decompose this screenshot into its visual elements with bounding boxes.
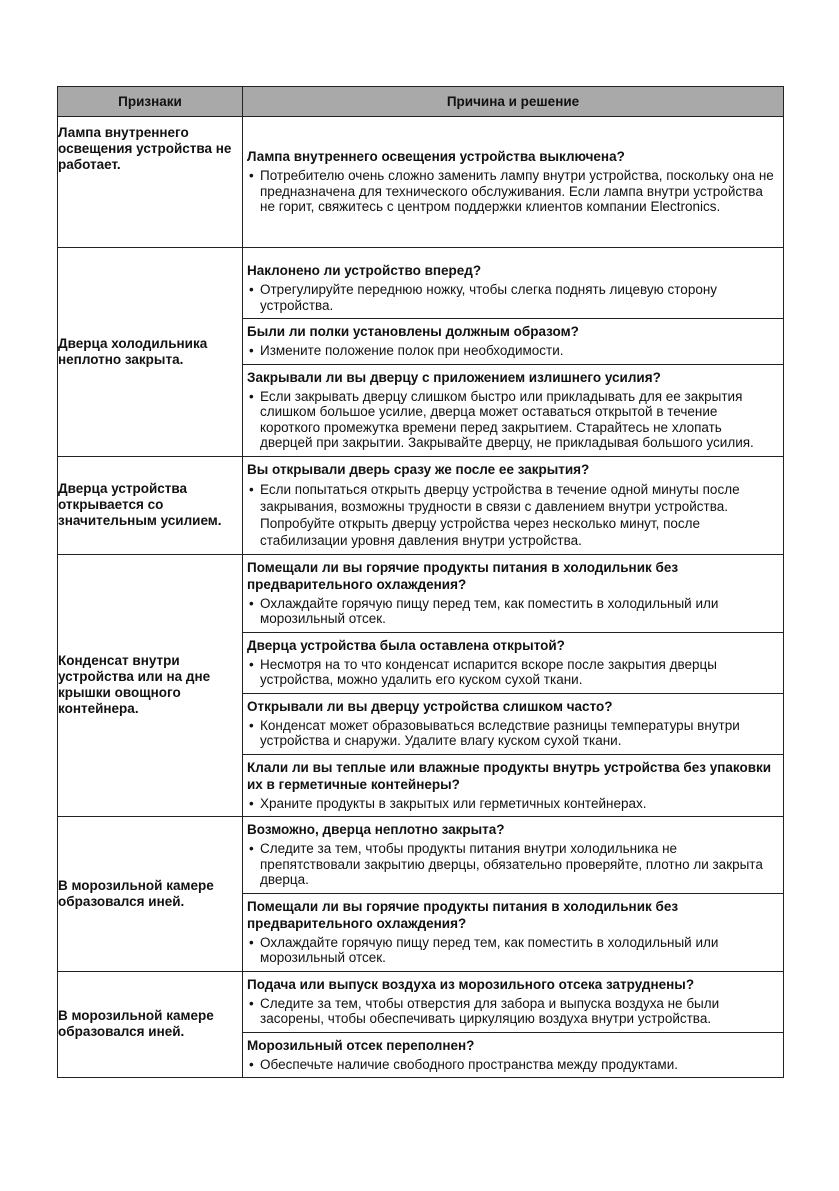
bullet-icon: • [249, 595, 254, 611]
cause-block [243, 144, 783, 220]
cause-question: Вы открывали дверь сразу же после ее закрытия? [247, 461, 590, 477]
table-row [58, 554, 784, 817]
cause-block [243, 457, 783, 554]
bullet-icon: • [249, 717, 254, 733]
bullet-icon: • [249, 795, 254, 811]
symptom-cell: В морозильной камере образовался иней. [58, 971, 243, 1078]
cause-question: Дверца устройства была оставлена открытой? [247, 637, 565, 653]
cause-question: Открывали ли вы дверцу устройства слишком часто? [247, 698, 613, 714]
cause-question: Были ли полки установлены должным образом? [247, 324, 579, 339]
cause-block [243, 694, 783, 755]
symptom-cell: Лампа внутреннего освещения устройства не работает. [58, 117, 243, 248]
cause-block [243, 633, 783, 694]
cause-block [243, 817, 783, 894]
solution-text: • Обеспечьте наличие свободного пространства между продуктами. [249, 1056, 678, 1072]
bullet-icon: • [249, 841, 254, 856]
symptom-cell: Дверца устройства открывается со значительным усилием. [58, 456, 243, 554]
solution-text: • Следите за тем, чтобы отверстия для забора и выпуска воздуха не были засорены, чтобы обеспечивать циркуляцию воздуха внутри устройства. [249, 995, 720, 1026]
solution-text: • Потребителю очень сложно заменить лампу внутри устройства, поскольку она не предназначена для технического обслуживания. Если лампа внутри устройства не горит, свяжитесь с центром поддержки клиентов компании Electronics. [249, 168, 774, 215]
cause-block [243, 555, 783, 633]
cause-question: Лампа внутреннего освещения устройства выключена? [247, 149, 625, 165]
table-row [58, 817, 784, 972]
cause-question: Помещали ли вы горячие продукты питания в холодильник без предварительного охлаждения? [247, 559, 679, 592]
table-row [58, 456, 784, 554]
symptom-cell: Конденсат внутри устройства или на дне крышки овощного контейнера. [58, 554, 243, 817]
cause-question: Подача или выпуск воздуха из морозильного отсека затруднены? [247, 976, 695, 992]
cause-question: Наклонено ли устройство вперед? [247, 263, 482, 278]
cause-question: Закрывали ли вы дверцу с приложением излишнего усилия? [247, 369, 661, 385]
cause-question: Возможно, дверца неплотно закрыта? [247, 822, 505, 837]
bullet-icon: • [249, 656, 254, 672]
cause-block [243, 894, 783, 971]
cause-cell [243, 248, 784, 457]
bullet-icon: • [249, 481, 254, 497]
cause-question: Помещали ли вы горячие продукты питания в холодильник без предварительного охлаждения? [247, 898, 679, 931]
cause-cell [243, 817, 784, 972]
troubleshooting-table [57, 86, 784, 1078]
table-row [58, 248, 784, 457]
cause-cell [243, 456, 784, 554]
cause-block [243, 365, 783, 456]
solution-text: • Если попытаться открыть дверцу устройства в течение одной минуты после закрывания, возможны трудности в связи с давлением внутри устройства. Попробуйте открыть дверцу устройства через несколько минут, после стабилизации уровня давления внутри устройства. [249, 481, 740, 548]
symptom-cell: В морозильной камере образовался иней. [58, 817, 243, 972]
cause-question: Морозильный отсек переполнен? [247, 1037, 475, 1053]
bullet-icon: • [249, 995, 254, 1011]
cause-cell [243, 117, 784, 248]
table-row [58, 971, 784, 1078]
cause-block [243, 972, 783, 1033]
cause-block [243, 248, 783, 319]
header-symptoms: Признаки [58, 87, 243, 117]
bullet-icon: • [249, 1056, 254, 1072]
header-row [58, 87, 784, 117]
solution-text: • Охлаждайте горячую пищу перед тем, как поместить в холодильный или морозильный отсек. [249, 595, 719, 626]
cause-question: Клали ли вы теплые или влажные продукты внутрь устройства без упаковки их в герметичные контейнеры? [247, 759, 772, 792]
cause-cell [243, 971, 784, 1078]
bullet-icon: • [249, 168, 254, 184]
table-row [58, 117, 784, 248]
solution-text: • Следите за тем, чтобы продукты питания внутри холодильника не препятствовали закрытию дверцы, обязательно проверяйте, плотно ли закрыта дверца. [249, 841, 763, 887]
solution-text: • Отрегулируйте переднюю ножку, чтобы слегка поднять лицевую сторону устройства. [249, 282, 718, 313]
bullet-icon: • [249, 343, 254, 358]
cause-block [243, 319, 783, 365]
cause-block [243, 1033, 783, 1078]
symptom-cell: Дверца холодильника неплотно закрыта. [58, 248, 243, 457]
solution-text: • Если закрывать дверцу слишком быстро или прикладывать для ее закрытия слишком большое усилие, дверца может оставаться открытой в течение короткого промежутка времени перед закрытием. Старайтесь не хлопать дверцей при закрытии. Закрывайте дверцу, не прикладывая большого усилия. [249, 388, 754, 450]
bullet-icon: • [249, 388, 254, 404]
bullet-icon: • [249, 934, 254, 950]
solution-text: • Несмотря на то что конденсат испарится вскоре после закрытия дверцы устройства, можно удалить его куском сухой ткани. [249, 656, 717, 687]
solution-text: • Измените положение полок при необходимости. [249, 343, 564, 358]
solution-text: • Храните продукты в закрытых или герметичных контейнерах. [249, 795, 647, 811]
solution-text: • Конденсат может образовываться вследствие разницы температуры внутри устройства и снаружи. Удалите влагу куском сухой ткани. [249, 717, 740, 748]
bullet-icon: • [249, 282, 254, 297]
cause-block [243, 755, 783, 817]
solution-text: • Охлаждайте горячую пищу перед тем, как поместить в холодильный или морозильный отсек. [249, 934, 719, 965]
header-cause-solution: Причина и решение [243, 87, 784, 117]
cause-cell [243, 554, 784, 817]
